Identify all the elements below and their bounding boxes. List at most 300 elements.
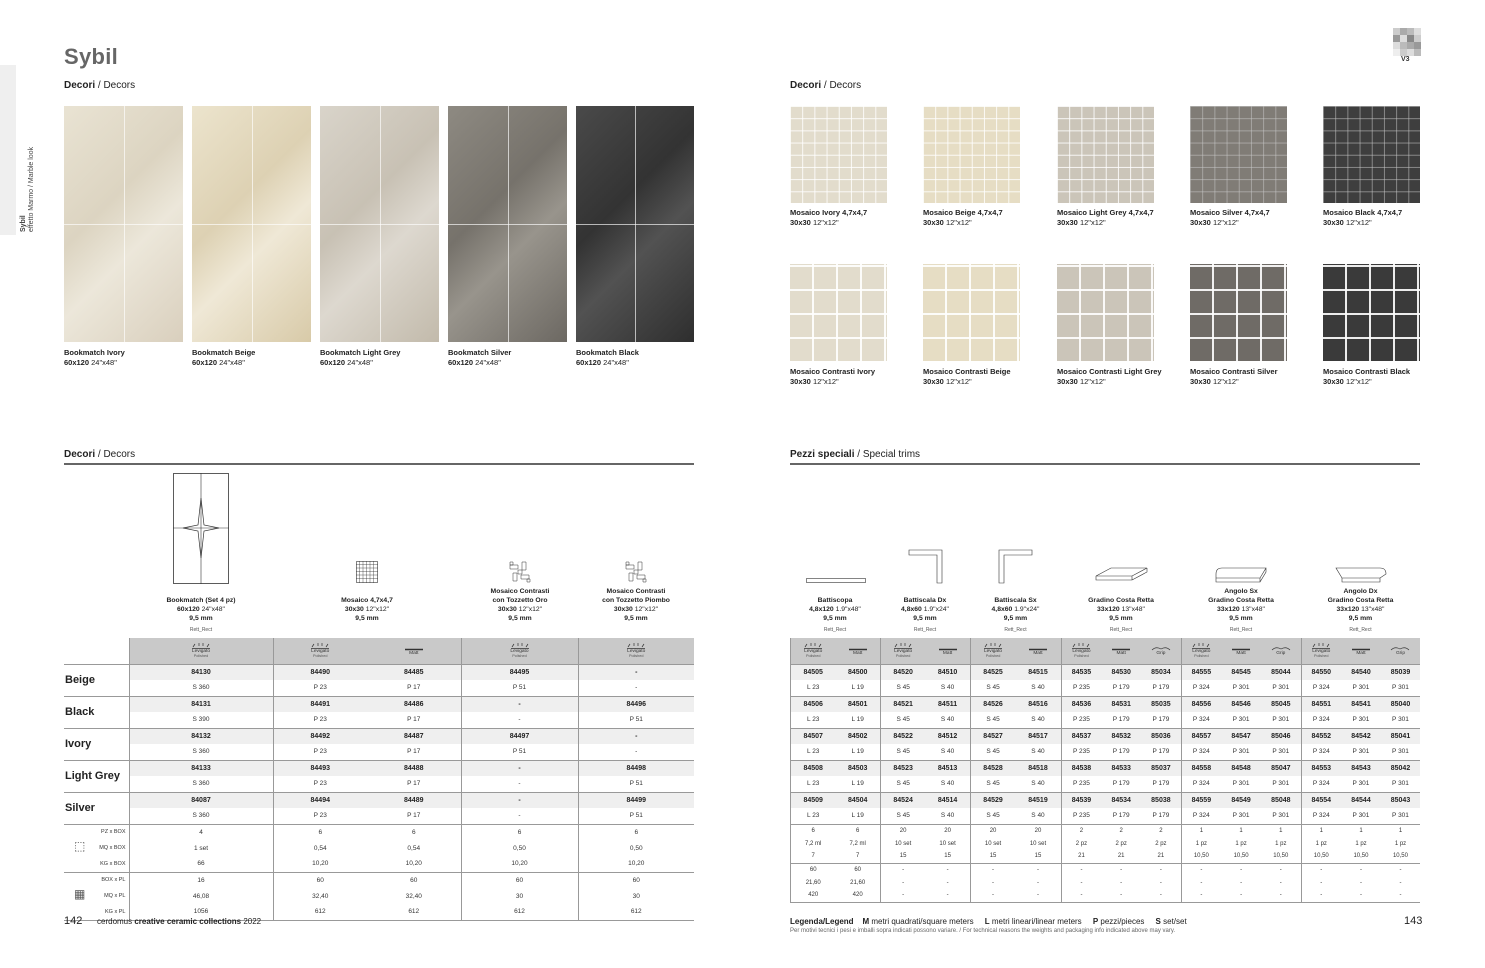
table-row bbox=[791, 808, 1421, 824]
section-heading-decors-table: Decori / Decors bbox=[64, 449, 136, 460]
table-row bbox=[791, 664, 1421, 680]
pack-cell: 32,40 bbox=[273, 888, 367, 904]
product-header: Gradino Costa Retta 33x120 13"x48" 9,5 mm Rett_Rect bbox=[1088, 597, 1154, 633]
pack-cell: 60 bbox=[461, 872, 578, 888]
product-header: Mosaico Contrasti con Tozzetto Oro 30x30 12"x12" 9,5 mm bbox=[490, 588, 550, 622]
pack-cell: 10,50 bbox=[1301, 850, 1341, 863]
code-cell: 84489 bbox=[367, 792, 461, 808]
pack-cell: - bbox=[1159, 879, 1162, 886]
code-cell: - bbox=[461, 792, 578, 808]
price-cell: P 17 bbox=[407, 780, 421, 788]
code-cell: 84500 bbox=[835, 664, 880, 680]
finish-label: Levigato bbox=[1072, 649, 1091, 655]
price-cell: P 17 bbox=[407, 684, 421, 692]
code-cell: 84551 bbox=[1301, 696, 1341, 712]
pack-cell: 10,50 bbox=[1233, 853, 1249, 860]
pack-cell: 6 bbox=[791, 824, 836, 837]
pack-cell: - bbox=[880, 863, 925, 876]
code-cell: 84485 bbox=[367, 664, 461, 680]
pack-cell: 15 bbox=[944, 853, 951, 860]
tile-mosaico-contrasti-black bbox=[1323, 264, 1420, 361]
pack-cell: 1 bbox=[1181, 824, 1221, 837]
price-cell: L 19 bbox=[851, 748, 864, 756]
pack-cell: - bbox=[970, 889, 1015, 902]
pack-cell: - bbox=[1341, 863, 1381, 876]
code-cell: 84553 bbox=[1301, 760, 1341, 776]
angolo-sx-drawing-icon bbox=[1214, 566, 1268, 586]
code-cell: 84496 bbox=[578, 696, 694, 712]
price-cell: P 51 bbox=[461, 680, 578, 696]
pack-cell: - bbox=[1301, 863, 1341, 876]
pack-label bbox=[64, 856, 129, 872]
pack-cell: 7 bbox=[791, 850, 836, 863]
price-cell: P 23 bbox=[273, 744, 367, 760]
pack-cell: - bbox=[925, 863, 970, 876]
code-cell: 84541 bbox=[1341, 696, 1381, 712]
box-icon: ⬚ bbox=[74, 839, 86, 853]
code-cell: 85036 bbox=[1141, 728, 1181, 744]
pack-cell: 612 bbox=[273, 904, 367, 920]
angolo-dx-drawing-icon bbox=[1334, 566, 1388, 586]
table-row bbox=[64, 728, 694, 744]
caption: Mosaico Silver 4,7x4,7 30x30 12"x12" bbox=[1190, 208, 1270, 227]
price-cell: L 19 bbox=[851, 812, 864, 820]
finish-cell bbox=[880, 638, 925, 664]
pack-cell: - bbox=[1036, 879, 1039, 886]
price-cell: S 45 bbox=[880, 744, 925, 760]
price-cell: L 19 bbox=[851, 780, 864, 788]
finish-label: Grip bbox=[1395, 651, 1406, 657]
pack-label-text: KG x BOX bbox=[100, 860, 126, 867]
price-cell: P 235 bbox=[1061, 776, 1101, 792]
price-cell: P 179 bbox=[1112, 684, 1130, 692]
code-cell: 84495 bbox=[461, 664, 578, 680]
pack-cell: - bbox=[970, 863, 1015, 876]
pack-cell: - bbox=[1279, 879, 1282, 886]
pack-cell: 1 bbox=[1221, 824, 1261, 837]
code-cell: 84510 bbox=[925, 664, 970, 680]
pack-cell: 10 set bbox=[1029, 840, 1047, 847]
finish-cell: Levigato Polished bbox=[578, 638, 694, 664]
battiscala-sx-drawing-icon bbox=[998, 549, 1034, 585]
price-cell: S 40 bbox=[1031, 684, 1045, 692]
price-cell: S 40 bbox=[940, 780, 955, 788]
price-cell: P 301 bbox=[1392, 716, 1409, 724]
price-cell: P 301 bbox=[1392, 812, 1409, 820]
battiscala-dx-drawing-icon bbox=[908, 549, 944, 585]
finish-cell bbox=[925, 638, 970, 664]
pack-row bbox=[791, 876, 1421, 889]
finish-label: Matt bbox=[1356, 651, 1366, 657]
caption: Mosaico Contrasti Ivory 30x30 12"x12" bbox=[790, 367, 876, 386]
pack-row bbox=[64, 888, 694, 904]
code-cell: 84543 bbox=[1341, 760, 1381, 776]
finish-sub: Polished bbox=[1194, 654, 1209, 659]
price-cell: P 324 bbox=[1181, 680, 1221, 696]
pack-cell: 4 bbox=[129, 824, 273, 840]
finish-label: Levigato bbox=[804, 649, 823, 655]
color-label: Silver bbox=[64, 792, 129, 824]
price-cell: P 179 bbox=[1112, 748, 1130, 756]
mosaic-grid-drawing-icon bbox=[356, 561, 378, 583]
legend: Legenda/Legend M metri quadrati/square meters L metri lineari/linear meters P pezzi/pieces S set/set bbox=[790, 917, 1187, 926]
code-cell: 84499 bbox=[578, 792, 694, 808]
code-cell: 84533 bbox=[1101, 760, 1141, 776]
price-cell: P 17 bbox=[407, 748, 421, 756]
pack-cell: 1056 bbox=[129, 904, 273, 920]
code-cell: 84558 bbox=[1181, 760, 1221, 776]
pack-cell: 2 pz bbox=[1155, 840, 1167, 847]
pack-cell: 10,50 bbox=[1353, 853, 1369, 860]
page-number-left: 142 bbox=[64, 915, 83, 927]
code-cell: 84488 bbox=[367, 760, 461, 776]
finish-cell bbox=[1141, 638, 1181, 664]
special-trims-price-table bbox=[790, 638, 1420, 903]
price-cell: S 45 bbox=[970, 744, 1015, 760]
pack-cell: 612 bbox=[367, 904, 461, 920]
pack-cell: 15 bbox=[1034, 853, 1042, 860]
table-row bbox=[64, 792, 694, 808]
code-cell: 84505 bbox=[791, 664, 836, 680]
pack-cell: - bbox=[1120, 879, 1123, 886]
pack-cell: 60 bbox=[835, 863, 880, 876]
pack-row bbox=[64, 840, 694, 856]
pack-cell: 10,20 bbox=[578, 856, 694, 872]
price-cell: S 390 bbox=[129, 712, 273, 728]
price-cell: P 324 bbox=[1301, 808, 1341, 824]
code-cell: 84547 bbox=[1221, 728, 1261, 744]
pack-cell: - bbox=[1221, 863, 1261, 876]
code-cell: 84522 bbox=[880, 728, 925, 744]
code-cell: 84487 bbox=[367, 728, 461, 744]
tile-bookmatch-black bbox=[576, 106, 694, 342]
table-row bbox=[64, 696, 694, 712]
price-cell: S 45 bbox=[970, 776, 1015, 792]
pack-cell: 16 bbox=[129, 872, 273, 888]
pack-cell: 10,20 bbox=[405, 860, 422, 868]
pack-cell: 21 bbox=[1117, 853, 1125, 860]
price-cell: P 301 bbox=[1392, 780, 1409, 788]
pack-row bbox=[791, 863, 1421, 876]
code-cell: 84494 bbox=[273, 792, 367, 808]
mosaic-contrasti-oro-drawing-icon bbox=[509, 561, 531, 583]
code-cell: 84133 bbox=[129, 760, 273, 776]
code-cell: 84507 bbox=[791, 728, 836, 744]
code-cell: 85043 bbox=[1381, 792, 1420, 808]
table-row bbox=[64, 744, 694, 760]
pack-cell: - bbox=[1240, 879, 1243, 886]
pack-cell: - bbox=[1061, 889, 1101, 902]
code-cell: 84525 bbox=[970, 664, 1015, 680]
code-cell: 85045 bbox=[1261, 696, 1301, 712]
code-cell: 84508 bbox=[791, 760, 836, 776]
price-cell: P 179 bbox=[1152, 780, 1170, 788]
code-cell: 84087 bbox=[129, 792, 273, 808]
legend-note: Per motivi tecnici i pesi e imballi sopra indicati possono variare. / For technical reasons the weights and packaging info indicated above may vary. bbox=[790, 928, 1176, 934]
code-cell: 85039 bbox=[1381, 664, 1420, 680]
price-cell: S 360 bbox=[129, 808, 273, 824]
tile-mosaico-contrasti-silver bbox=[1190, 264, 1287, 361]
code-cell: 85044 bbox=[1261, 664, 1301, 680]
price-cell: P 324 bbox=[1301, 712, 1341, 728]
finish-cell: Levigato Polished bbox=[129, 638, 273, 664]
battiscopa-drawing-icon bbox=[806, 578, 866, 584]
finish-cell: Matt bbox=[367, 638, 461, 664]
pack-cell: - bbox=[1261, 863, 1301, 876]
price-cell: P 301 bbox=[1272, 812, 1290, 820]
code-cell: 84557 bbox=[1181, 728, 1221, 744]
pack-cell: 7,2 ml bbox=[849, 840, 866, 847]
pack-cell: 10 set bbox=[939, 840, 956, 847]
pack-row bbox=[791, 824, 1421, 837]
pack-label-text: MQ x PL bbox=[104, 893, 126, 899]
finish-label: Matt bbox=[1033, 651, 1043, 657]
finish-cell bbox=[1381, 638, 1420, 664]
price-cell: - bbox=[578, 680, 694, 696]
pack-cell: - bbox=[1221, 889, 1261, 902]
price-cell: P 23 bbox=[273, 680, 367, 696]
price-cell: P 301 bbox=[1352, 748, 1370, 756]
code-cell: 84131 bbox=[129, 696, 273, 712]
price-cell: S 45 bbox=[880, 680, 925, 696]
caption: Mosaico Contrasti Silver 30x30 12"x12" bbox=[1190, 367, 1278, 386]
pack-cell: 60 bbox=[791, 863, 836, 876]
pack-cell: - bbox=[1381, 863, 1420, 876]
finish-label: Levigato bbox=[1312, 649, 1331, 655]
code-cell: 84519 bbox=[1015, 792, 1061, 808]
caption: Bookmatch Light Grey 60x120 24"x48" bbox=[320, 348, 401, 367]
code-cell: 84517 bbox=[1015, 728, 1061, 744]
table-row bbox=[64, 680, 694, 696]
price-cell: P 301 bbox=[1352, 812, 1370, 820]
pack-cell: 1 set bbox=[129, 840, 273, 856]
finish-label: Grip bbox=[1276, 651, 1286, 657]
pack-cell: 0,54 bbox=[407, 844, 421, 852]
product-header: Mosaico 4,7x4,7 30x30 12"x12" 9,5 mm bbox=[341, 597, 393, 622]
tile-bookmatch-light-grey bbox=[320, 106, 439, 342]
pack-cell: 15 bbox=[880, 850, 925, 863]
code-cell: 85034 bbox=[1141, 664, 1181, 680]
caption: Mosaico Contrasti Beige 30x30 12"x12" bbox=[923, 367, 1011, 386]
price-cell: S 45 bbox=[880, 776, 925, 792]
pack-cell: - bbox=[1015, 863, 1061, 876]
footer-brand: cerdomus creative ceramic collections 2022 bbox=[97, 917, 262, 926]
pack-cell: - bbox=[1015, 889, 1061, 902]
price-cell: P 179 bbox=[1112, 716, 1130, 724]
code-cell: 84537 bbox=[1061, 728, 1101, 744]
price-cell: P 301 bbox=[1232, 780, 1250, 788]
price-cell: L 23 bbox=[791, 712, 836, 728]
pack-cell: 60 bbox=[578, 872, 694, 888]
tile-mosaico-contrasti-ivory bbox=[790, 264, 887, 361]
price-cell: S 360 bbox=[129, 776, 273, 792]
pack-cell: - bbox=[880, 876, 925, 889]
pack-cell: 60 bbox=[367, 872, 461, 888]
pack-cell: 6 bbox=[367, 824, 461, 840]
price-cell: P 301 bbox=[1392, 748, 1409, 756]
pack-label-text: BOX x PL bbox=[101, 877, 126, 884]
code-cell: 84556 bbox=[1181, 696, 1221, 712]
code-cell: 84498 bbox=[578, 760, 694, 776]
code-cell: 84491 bbox=[273, 696, 367, 712]
code-cell: 84554 bbox=[1301, 792, 1341, 808]
tile-mosaico-beige bbox=[923, 106, 1020, 203]
price-cell: P 17 bbox=[407, 812, 421, 820]
table-row bbox=[64, 808, 694, 824]
price-cell: P 235 bbox=[1061, 680, 1101, 696]
price-cell: P 179 bbox=[1152, 684, 1170, 692]
price-cell: S 40 bbox=[940, 716, 955, 724]
pack-cell: 21 bbox=[1061, 850, 1101, 863]
finish-cell bbox=[1061, 638, 1101, 664]
pack-cell: 66 bbox=[129, 856, 273, 872]
code-cell: 84486 bbox=[367, 696, 461, 712]
price-cell: S 45 bbox=[970, 808, 1015, 824]
gradino-drawing-icon bbox=[1095, 566, 1149, 586]
pack-cell: 0,50 bbox=[578, 840, 694, 856]
sidebar-label: Sybil effetto Marmo / Marble look bbox=[20, 146, 35, 232]
finish-sub: Polished bbox=[805, 654, 821, 659]
finish-cell: Levigato Polished bbox=[461, 638, 578, 664]
code-cell: 84521 bbox=[880, 696, 925, 712]
price-cell: P 324 bbox=[1181, 744, 1221, 760]
price-cell: P 324 bbox=[1181, 808, 1221, 824]
pack-cell: 1 bbox=[1301, 824, 1341, 837]
pack-cell: - bbox=[925, 889, 970, 902]
pack-cell: 21,60 bbox=[791, 876, 836, 889]
pack-cell: 30 bbox=[461, 888, 578, 904]
code-cell: 84544 bbox=[1341, 792, 1381, 808]
pack-cell: 2 pz bbox=[1115, 840, 1127, 847]
caption: Mosaico Black 4,7x4,7 30x30 12"x12" bbox=[1323, 208, 1403, 227]
pack-cell: 10,50 bbox=[1392, 853, 1408, 860]
finish-label: Levigato bbox=[1192, 649, 1211, 655]
color-label: Ivory bbox=[64, 728, 129, 760]
pack-cell: 0,50 bbox=[461, 840, 578, 856]
bookmatch-set-drawing-icon bbox=[173, 473, 229, 584]
price-cell: P 179 bbox=[1152, 716, 1170, 724]
code-cell: 84515 bbox=[1015, 664, 1061, 680]
caption: Bookmatch Black 60x120 24"x48" bbox=[576, 348, 639, 367]
finish-sub: Polished bbox=[1074, 654, 1089, 659]
code-cell: 84506 bbox=[791, 696, 836, 712]
pack-cell: 6 bbox=[578, 824, 694, 840]
code-cell: 85048 bbox=[1261, 792, 1301, 808]
code-cell: 84540 bbox=[1341, 664, 1381, 680]
pack-label-text: PZ x BOX bbox=[101, 829, 126, 836]
pack-cell: 20 bbox=[925, 824, 970, 837]
pack-cell: - bbox=[1061, 863, 1101, 876]
caption: Mosaico Contrasti Black 30x30 12"x12" bbox=[1323, 367, 1411, 386]
pack-cell: 1 pz bbox=[1394, 840, 1407, 847]
code-cell: 84545 bbox=[1221, 664, 1261, 680]
price-cell: P 324 bbox=[1301, 776, 1341, 792]
price-cell: S 40 bbox=[1031, 812, 1045, 820]
code-cell: 84509 bbox=[791, 792, 836, 808]
code-cell: 84542 bbox=[1341, 728, 1381, 744]
pack-label bbox=[64, 824, 129, 840]
pack-cell: 20 bbox=[880, 824, 925, 837]
code-cell: 85046 bbox=[1261, 728, 1301, 744]
pack-cell: - bbox=[946, 879, 949, 886]
code-cell: 84548 bbox=[1221, 760, 1261, 776]
price-cell: P 301 bbox=[1232, 716, 1250, 724]
table-row bbox=[791, 760, 1421, 776]
code-cell: 84490 bbox=[273, 664, 367, 680]
pack-cell: 1 bbox=[1341, 824, 1381, 837]
pallet-icon: ▦ bbox=[74, 887, 86, 901]
finish-sub: Polished bbox=[985, 654, 1001, 659]
price-cell: L 19 bbox=[851, 684, 864, 692]
pack-cell: - bbox=[1101, 863, 1141, 876]
page-title: Sybil bbox=[64, 44, 119, 69]
tile-bookmatch-ivory bbox=[64, 106, 183, 342]
finish-header-row bbox=[64, 638, 694, 664]
code-cell: - bbox=[461, 696, 578, 712]
price-cell: S 40 bbox=[940, 812, 955, 820]
pack-cell: - bbox=[1181, 889, 1221, 902]
pack-cell: - bbox=[880, 889, 925, 902]
pack-cell: - bbox=[1181, 876, 1221, 889]
code-cell: 84530 bbox=[1101, 664, 1141, 680]
price-cell: P 301 bbox=[1232, 812, 1250, 820]
code-cell: 84492 bbox=[273, 728, 367, 744]
mosaic-contrasti-piombo-drawing-icon bbox=[625, 561, 647, 583]
code-cell: 84555 bbox=[1181, 664, 1221, 680]
price-cell: P 301 bbox=[1352, 684, 1370, 692]
code-cell: 84516 bbox=[1015, 696, 1061, 712]
finish-label: Levigato bbox=[983, 649, 1003, 655]
price-cell: - bbox=[461, 712, 578, 728]
pack-cell: - bbox=[1341, 889, 1381, 902]
tile-bookmatch-beige bbox=[192, 106, 311, 342]
pack-cell: 1 bbox=[1381, 824, 1420, 837]
code-cell: 84529 bbox=[970, 792, 1015, 808]
finish-sub: Polished bbox=[1313, 654, 1329, 659]
price-cell: P 179 bbox=[1152, 812, 1170, 820]
table-row bbox=[64, 760, 694, 776]
code-cell: 84503 bbox=[835, 760, 880, 776]
pack-cell: - bbox=[1181, 863, 1221, 876]
price-cell: S 360 bbox=[129, 744, 273, 760]
code-cell: 84535 bbox=[1061, 664, 1101, 680]
pack-cell: 420 bbox=[791, 889, 836, 902]
code-cell: 84520 bbox=[880, 664, 925, 680]
pack-cell: 10,50 bbox=[1181, 850, 1221, 863]
price-cell: P 23 bbox=[273, 712, 367, 728]
price-cell: P 51 bbox=[578, 712, 694, 728]
section-heading-decors-right: Decori / Decors bbox=[790, 80, 862, 91]
pack-row bbox=[64, 824, 694, 840]
divider bbox=[64, 463, 694, 465]
code-cell: 84502 bbox=[835, 728, 880, 744]
pack-cell: 1 bbox=[1261, 824, 1301, 837]
code-cell: 84504 bbox=[835, 792, 880, 808]
price-cell: S 40 bbox=[1031, 748, 1045, 756]
pack-cell: - bbox=[970, 876, 1015, 889]
price-cell: P 235 bbox=[1061, 712, 1101, 728]
pack-cell: 1 pz bbox=[1301, 837, 1341, 850]
code-cell: - bbox=[461, 760, 578, 776]
table-row bbox=[791, 712, 1421, 728]
pack-label bbox=[64, 888, 129, 904]
pack-cell: - bbox=[1301, 889, 1341, 902]
pack-cell: 10,50 bbox=[1273, 853, 1289, 860]
code-cell: 85042 bbox=[1381, 760, 1420, 776]
pack-cell: 10,20 bbox=[273, 856, 367, 872]
tile-mosaico-light-grey bbox=[1057, 106, 1154, 203]
price-cell: S 45 bbox=[970, 712, 1015, 728]
